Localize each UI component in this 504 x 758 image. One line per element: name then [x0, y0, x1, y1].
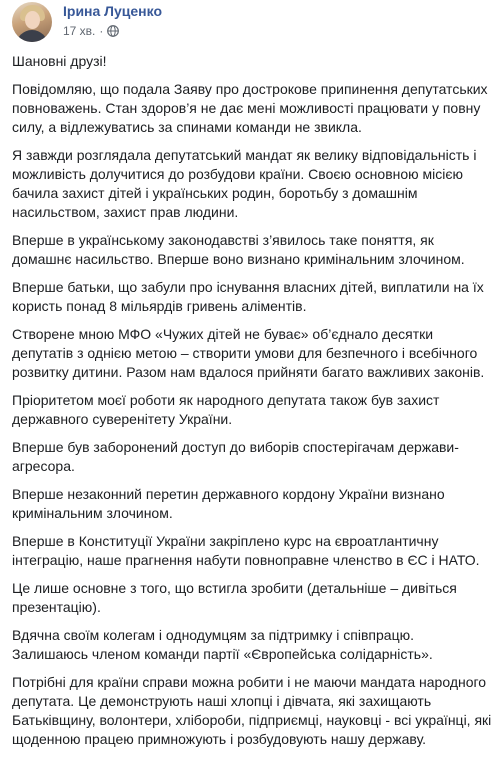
post-paragraph: Я завжди розглядала депутатський мандат як велику відповідальність і можливість долучитися до розбудови країни. Своєю основною місією бачила захист дітей і українських родин, боротьбу з домашнім насильством, захист прав людини.	[12, 147, 477, 220]
post-body	[12, 52, 492, 758]
post-header	[12, 0, 492, 46]
post-paragraph: Створене мною МФО «Чужих дітей не буває» об’єднало десятки депутатів з однією метою – створити умови для безпечного і всебічного розвитку дитини. Разом нам вдалося прийняти багато важливих законів.	[12, 326, 485, 380]
post-paragraph: Вперше був заборонений доступ до виборів спостерігачам держави-агресора.	[12, 439, 459, 474]
post-paragraph: Шановні друзі!	[12, 53, 107, 69]
post-paragraph: Повідомляю, що подала Заяву про дострокове припинення депутатських повноважень. Стан здоров’я не дає мені можливості працювати у повну силу, а відлежуватись за спинами команди не звикла.	[12, 81, 488, 135]
post-paragraph: Потрібні для країни справи можна робити і не маючи мандата народного депутата. Це демонструють наші хлопці і дівчата, які захищають Батьківщину, волонтери, хлібороби, підприємці, науковці - всі українці, які щоденною працею примножують і розбудовують нашу державу.	[12, 674, 492, 747]
post-paragraph: Вперше в Конституції України закріплено курс на євроатлантичну інтеграцію, наше прагнення набути повноправне членство в ЄС і НАТО.	[12, 533, 480, 568]
post-paragraph: Пріоритетом моєї роботи як народного депутата також був захист державного суверенітету України.	[12, 392, 440, 427]
post-timestamp-link[interactable]: 17 хв.	[63, 24, 96, 38]
author-name-link[interactable]: Ірина Луценко	[63, 3, 163, 19]
post-paragraph: Вдячна своїм колегам і однодумцям за підтримку і співпрацю. Залишаюсь членом команди партії «Європейська солідарність».	[12, 627, 433, 662]
post-paragraph: Вперше незаконний перетин державного кордону України визнано кримінальним злочином.	[12, 486, 445, 521]
globe-icon[interactable]	[107, 25, 119, 37]
post-paragraph: Це лише основне з того, що встигла зробити (детальніше – дивіться презентацію).	[12, 580, 457, 615]
post-paragraph: Вперше батьки, що забули про існування власних дітей, виплатили на їх користь понад 8 мільярдів гривень аліментів.	[12, 279, 484, 314]
meta-separator: ·	[99, 24, 104, 38]
post-paragraph: Вперше в українському законодавстві з’явилось таке поняття, як домашнє насильство. Вперше воно визнано кримінальним злочином.	[12, 232, 465, 267]
author-avatar[interactable]	[12, 2, 52, 42]
post-meta	[63, 24, 119, 38]
